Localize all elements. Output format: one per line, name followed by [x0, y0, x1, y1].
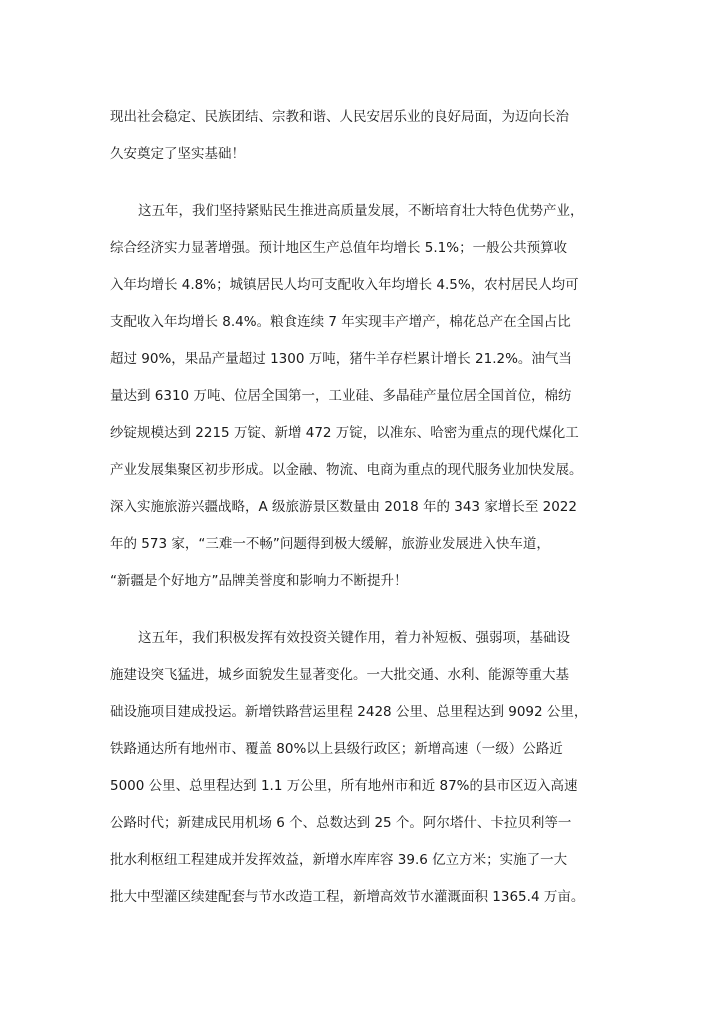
paragraph-3-line-8: 批大中型灌区续建配套与节水改造工程，新增高效节水灌溉面积 1365.4 万亩。	[110, 889, 585, 905]
paragraph-3-line-7: 批水利枢纽工程建成并发挥效益，新增水库库容 39.6 亿立方米；实施了一大	[110, 852, 568, 868]
paragraph-3-line-6: 公路时代；新建成民用机场 6 个、总数达到 25 个。阿尔塔什、卡拉贝利等一	[110, 815, 572, 831]
paragraph-2-line-6: 量达到 6310 万吨、位居全国第一，工业硅、多晶硅产量位居全国首位，棉纺	[110, 388, 572, 404]
paragraph-3-line-4: 铁路通达所有地州市、覆盖 80%以上县级行政区；新增高速（一级）公路近	[110, 741, 563, 757]
paragraph-2-line-4: 支配收入年均增长 8.4%。粮食连续 7 年实现丰产增产，棉花总产在全国占比	[110, 314, 571, 330]
paragraph-2-line-9: 深入实施旅游兴疆战略，A 级旅游景区数量由 2018 年的 343 家增长至 2022	[110, 499, 577, 515]
paragraph-3-line-5: 5000 公里、总里程达到 1.1 万公里，所有地州市和近 87%的县市区迈入高速	[110, 778, 578, 794]
paragraph-3-line-1: 这五年，我们积极发挥有效投资关键作用，着力补短板、强弱项，基础设	[138, 630, 570, 646]
paragraph-3-line-3: 础设施项目建成投运。新增铁路营运里程 2428 公里、总里程达到 9092 公里，	[110, 704, 588, 720]
paragraph-2-line-1: 这五年，我们坚持紧贴民生推进高质量发展，不断培育壮大特色优势产业，	[138, 203, 584, 219]
paragraph-2-line-3: 入年均增长 4.8%；城镇居民人均可支配收入年均增长 4.5%，农村居民人均可	[110, 277, 579, 293]
paragraph-2-line-5: 超过 90%，果品产量超过 1300 万吨，猪牛羊存栏累计增长 21.2%。油气当	[110, 351, 572, 367]
paragraph-2-line-8: 产业发展集聚区初步形成。以金融、物流、电商为重点的现代服务业加快发展。	[110, 462, 583, 478]
paragraph-1-line-2: 久安奠定了坚实基础！	[110, 146, 245, 162]
paragraph-2-line-11: “新疆是个好地方”品牌美誉度和影响力不断提升！	[110, 573, 408, 589]
paragraph-2-line-7: 纱锭规模达到 2215 万锭、新增 472 万锭，以准东、哈密为重点的现代煤化工	[110, 425, 579, 441]
paragraph-3-line-2: 施建设突飞猛进，城乡面貌发生显著变化。一大批交通、水利、能源等重大基	[110, 667, 569, 683]
paragraph-1-line-1: 现出社会稳定、民族团结、宗教和谐、人民安居乐业的良好局面，为迈向长治	[110, 109, 569, 125]
paragraph-2-line-10: 年的 573 家，“三难一不畅”问题得到极大缓解，旅游业发展进入快车道，	[110, 536, 550, 552]
paragraph-2-line-2: 综合经济实力显著增强。预计地区生产总值年均增长 5.1%；一般公共预算收	[110, 240, 568, 256]
